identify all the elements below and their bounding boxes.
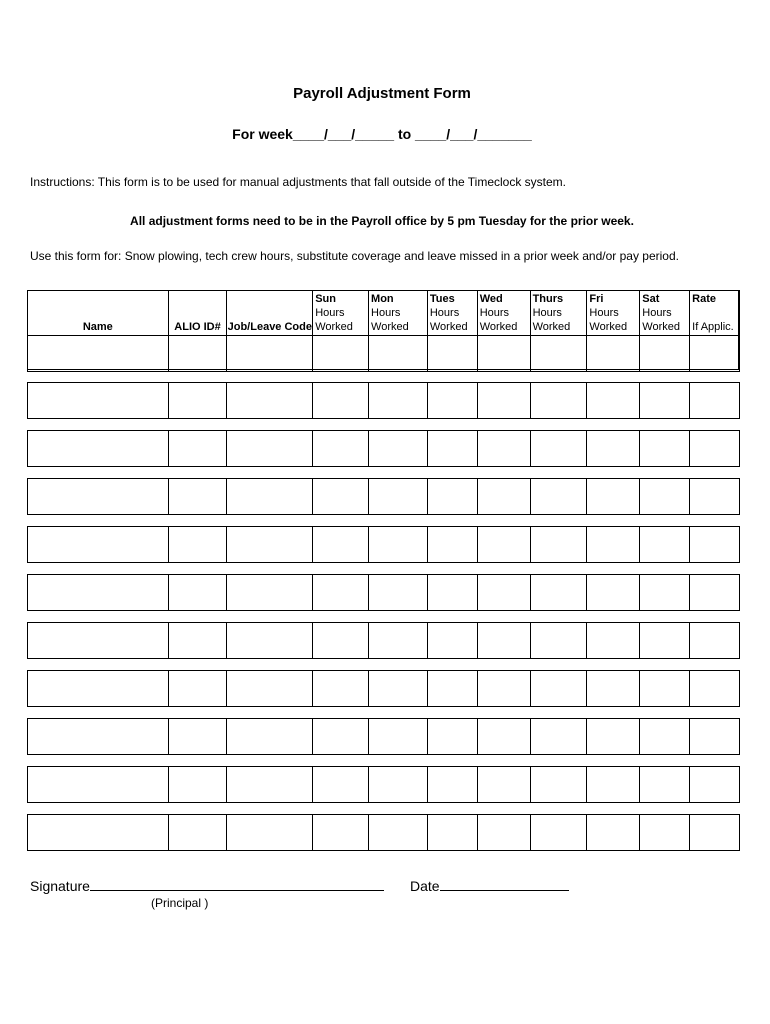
table-row xyxy=(27,430,740,467)
day-name: Sat xyxy=(642,293,660,305)
sun-hours-cell[interactable] xyxy=(313,575,369,610)
fri-hours-cell[interactable] xyxy=(587,527,640,562)
thurs-hours-cell[interactable] xyxy=(531,815,588,850)
day-worked: Worked xyxy=(429,321,468,333)
rate-cell[interactable] xyxy=(690,479,739,514)
sat-hours-cell[interactable] xyxy=(640,336,690,371)
fri-hours-cell[interactable] xyxy=(587,719,640,754)
thurs-hours-cell[interactable] xyxy=(531,575,588,610)
sat-hours-cell[interactable] xyxy=(640,527,690,562)
instructions-text: Instructions: This form is to be used for manual adjustments that fall outside of the Timeclock system. xyxy=(30,175,567,189)
tues-hours-cell[interactable] xyxy=(428,671,478,706)
job-leave-code-cell[interactable] xyxy=(227,431,313,466)
day-name: Thurs xyxy=(532,293,564,305)
fri-hours-cell[interactable] xyxy=(587,336,640,371)
rate-cell[interactable] xyxy=(690,815,739,850)
day-hours: Hours xyxy=(589,307,619,319)
name-cell[interactable] xyxy=(28,383,169,418)
day-worked: Worked xyxy=(315,321,353,333)
fri-hours-cell[interactable] xyxy=(587,671,640,706)
table-row xyxy=(27,670,740,707)
wed-hours-cell[interactable] xyxy=(478,479,531,514)
form-title: Payroll Adjustment Form xyxy=(293,85,471,102)
thurs-hours-cell[interactable] xyxy=(531,623,588,658)
alio-id-cell[interactable] xyxy=(169,527,228,562)
sat-hours-cell[interactable] xyxy=(640,671,690,706)
job-leave-code-cell[interactable] xyxy=(227,767,313,802)
mon-hours-cell[interactable] xyxy=(369,815,428,850)
alio-id-cell[interactable] xyxy=(169,336,228,371)
sun-hours-cell[interactable] xyxy=(313,431,369,466)
sun-hours-cell[interactable] xyxy=(313,767,369,802)
rate-cell[interactable] xyxy=(690,431,739,466)
week-range-line: For week____/___/_____ to ____/___/_______ xyxy=(232,126,532,142)
job-leave-code-cell[interactable] xyxy=(227,336,313,371)
name-cell[interactable] xyxy=(28,527,169,562)
thurs-hours-cell[interactable] xyxy=(531,336,588,371)
sat-hours-cell[interactable] xyxy=(640,623,690,658)
rate-sub-label: If Applic. xyxy=(692,321,734,333)
table-row xyxy=(27,814,740,851)
fri-hours-cell[interactable] xyxy=(587,383,640,418)
name-header-label: Name xyxy=(82,321,113,333)
fri-hours-cell[interactable] xyxy=(587,479,640,514)
fri-hours-cell[interactable] xyxy=(587,815,640,850)
name-cell[interactable] xyxy=(28,815,169,850)
job-leave-code-cell[interactable] xyxy=(227,575,313,610)
fri-hours-cell[interactable] xyxy=(587,575,640,610)
tues-hours-cell[interactable] xyxy=(428,383,478,418)
mon-hours-cell[interactable] xyxy=(369,575,428,610)
alio-id-cell[interactable] xyxy=(169,431,228,466)
job-leave-code-cell[interactable] xyxy=(227,719,313,754)
job-leave-code-cell[interactable] xyxy=(227,623,313,658)
fri-hours-cell[interactable] xyxy=(587,623,640,658)
date-line[interactable] xyxy=(440,876,569,891)
name-cell[interactable] xyxy=(28,336,169,371)
signature-label: Signature xyxy=(30,878,90,894)
sat-hours-cell[interactable] xyxy=(640,815,690,850)
wed-hours-cell[interactable] xyxy=(478,431,531,466)
table-row xyxy=(27,526,740,563)
mon-hours-cell[interactable] xyxy=(369,431,428,466)
job-leave-code-cell[interactable] xyxy=(227,815,313,850)
day-name: Wed xyxy=(479,293,503,305)
alio-header-label: ALIO ID# xyxy=(174,321,221,333)
sun-hours-cell[interactable] xyxy=(313,815,369,850)
sun-hours-cell[interactable] xyxy=(313,719,369,754)
tues-hours-cell[interactable] xyxy=(428,527,478,562)
sun-hours-cell[interactable] xyxy=(313,671,369,706)
day-worked: Worked xyxy=(479,321,518,333)
wed-hours-cell[interactable] xyxy=(478,527,531,562)
rate-cell[interactable] xyxy=(690,575,739,610)
rate-cell[interactable] xyxy=(690,719,739,754)
name-cell[interactable] xyxy=(28,767,169,802)
sat-hours-cell[interactable] xyxy=(640,479,690,514)
table-row xyxy=(27,718,740,755)
wed-hours-cell[interactable] xyxy=(478,767,531,802)
day-worked: Worked xyxy=(642,321,680,333)
table-row xyxy=(27,574,740,611)
tues-hours-cell[interactable] xyxy=(428,815,478,850)
principal-label: (Principal ) xyxy=(151,896,209,910)
alio-id-cell[interactable] xyxy=(169,815,228,850)
alio-id-cell[interactable] xyxy=(169,383,228,418)
table-row xyxy=(27,335,740,372)
date-label: Date xyxy=(410,878,440,894)
name-cell[interactable] xyxy=(28,671,169,706)
thurs-hours-cell[interactable] xyxy=(531,719,588,754)
fri-hours-cell[interactable] xyxy=(587,767,640,802)
sat-hours-cell[interactable] xyxy=(640,575,690,610)
wed-hours-cell[interactable] xyxy=(478,383,531,418)
rate-cell[interactable] xyxy=(690,336,739,371)
tues-hours-cell[interactable] xyxy=(428,431,478,466)
alio-id-cell[interactable] xyxy=(169,767,228,802)
name-cell[interactable] xyxy=(28,431,169,466)
sat-hours-cell[interactable] xyxy=(640,431,690,466)
tues-hours-cell[interactable] xyxy=(428,767,478,802)
tues-hours-cell[interactable] xyxy=(428,336,478,371)
mon-hours-cell[interactable] xyxy=(369,623,428,658)
rate-cell[interactable] xyxy=(690,527,739,562)
name-cell[interactable] xyxy=(28,479,169,514)
rate-cell[interactable] xyxy=(690,767,739,802)
alio-id-cell[interactable] xyxy=(169,719,228,754)
day-hours: Hours xyxy=(532,307,562,319)
sun-hours-cell[interactable] xyxy=(313,527,369,562)
thurs-hours-cell[interactable] xyxy=(531,671,588,706)
table-row xyxy=(27,766,740,803)
wed-hours-cell[interactable] xyxy=(478,623,531,658)
day-hours: Hours xyxy=(371,307,401,319)
day-name: Tues xyxy=(429,293,455,305)
alio-id-cell[interactable] xyxy=(169,575,228,610)
thurs-hours-cell[interactable] xyxy=(531,767,588,802)
fri-hours-cell[interactable] xyxy=(587,431,640,466)
signature-line[interactable] xyxy=(90,876,384,891)
wed-hours-cell[interactable] xyxy=(478,575,531,610)
job-code-header-label: Job/Leave Code xyxy=(227,321,312,333)
thurs-hours-cell[interactable] xyxy=(531,527,588,562)
sun-hours-cell[interactable] xyxy=(313,479,369,514)
alio-id-cell[interactable] xyxy=(169,623,228,658)
rate-cell[interactable] xyxy=(690,383,739,418)
day-name: Fri xyxy=(589,293,604,305)
tues-hours-cell[interactable] xyxy=(428,479,478,514)
day-name: Sun xyxy=(315,293,336,305)
table-row xyxy=(27,478,740,515)
mon-hours-cell[interactable] xyxy=(369,671,428,706)
mon-hours-cell[interactable] xyxy=(369,383,428,418)
rate-cell[interactable] xyxy=(690,671,739,706)
tues-hours-cell[interactable] xyxy=(428,575,478,610)
date-block xyxy=(410,876,569,894)
alio-id-cell[interactable] xyxy=(169,671,228,706)
mon-hours-cell[interactable] xyxy=(369,336,428,371)
wed-hours-cell[interactable] xyxy=(478,815,531,850)
job-leave-code-cell[interactable] xyxy=(227,527,313,562)
alio-id-cell[interactable] xyxy=(169,479,228,514)
mon-hours-cell[interactable] xyxy=(369,527,428,562)
thurs-hours-cell[interactable] xyxy=(531,383,588,418)
mon-hours-cell[interactable] xyxy=(369,479,428,514)
mon-hours-cell[interactable] xyxy=(369,767,428,802)
name-cell[interactable] xyxy=(28,575,169,610)
wed-hours-cell[interactable] xyxy=(478,719,531,754)
mon-hours-cell[interactable] xyxy=(369,719,428,754)
tues-hours-cell[interactable] xyxy=(428,719,478,754)
table-row xyxy=(27,382,740,419)
day-worked: Worked xyxy=(371,321,409,333)
wed-hours-cell[interactable] xyxy=(478,671,531,706)
name-cell[interactable] xyxy=(28,623,169,658)
deadline-notice: All adjustment forms need to be in the Payroll office by 5 pm Tuesday for the prior week. xyxy=(130,214,634,228)
sun-hours-cell[interactable] xyxy=(313,623,369,658)
tues-hours-cell[interactable] xyxy=(428,623,478,658)
day-hours: Hours xyxy=(642,307,672,319)
job-leave-code-cell[interactable] xyxy=(227,671,313,706)
table-row xyxy=(27,622,740,659)
job-leave-code-cell[interactable] xyxy=(227,383,313,418)
day-worked: Worked xyxy=(532,321,571,333)
use-for-text: Use this form for: Snow plowing, tech crew hours, substitute coverage and leave missed in a prior week and/or pay period. xyxy=(30,249,679,263)
sat-hours-cell[interactable] xyxy=(640,719,690,754)
thurs-hours-cell[interactable] xyxy=(531,479,588,514)
wed-hours-cell[interactable] xyxy=(478,336,531,371)
sat-hours-cell[interactable] xyxy=(640,767,690,802)
rate-cell[interactable] xyxy=(690,623,739,658)
sun-hours-cell[interactable] xyxy=(313,383,369,418)
day-worked: Worked xyxy=(589,321,628,333)
signature-block xyxy=(30,876,384,894)
job-leave-code-cell[interactable] xyxy=(227,479,313,514)
name-cell[interactable] xyxy=(28,719,169,754)
day-hours: Hours xyxy=(429,307,460,319)
sun-hours-cell[interactable] xyxy=(313,336,369,371)
sat-hours-cell[interactable] xyxy=(640,383,690,418)
rate-label: Rate xyxy=(692,293,716,305)
day-name: Mon xyxy=(371,293,394,305)
day-hours: Hours xyxy=(479,307,510,319)
day-hours: Hours xyxy=(315,307,345,319)
thurs-hours-cell[interactable] xyxy=(531,431,588,466)
